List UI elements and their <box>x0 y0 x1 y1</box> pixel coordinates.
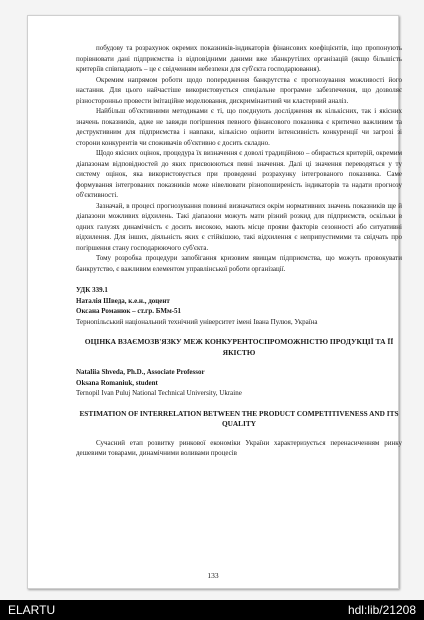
paragraph-3: Найбільш об'єктивними методиками є ті, що поєднують дослідження як кількісних, так і якісних значень показників, адже не завжди погіршення певного фінансового показника є критично важливим та деструктивним для підприємства і навпаки, кількісно оцінити інтенсивність конкуренції чи загрозі зі сторони конкурентів чи споживачів об'єктивно є досить складно. <box>76 107 402 147</box>
author-uk-1: Наталія Шведа, к.е.н., доцент <box>76 296 170 305</box>
paragraph-body: Сучасний етап розвитку ринкової економіки України характеризується перенасиченням ринку дешевими товарами, динамічними воливами процесів <box>76 438 402 457</box>
document-page <box>27 15 402 589</box>
author-en-1: Nataliia Shveda, Ph.D., Associate Professor <box>76 368 205 376</box>
page-number: 133 <box>207 571 219 580</box>
author-uk-2: Оксана Романюк – ст.гр. БМм-51 <box>76 307 182 315</box>
article-title-uk: ОЦІНКА ВЗАЄМОЗВ'ЯЗКУ МЕЖ КОНКУРЕНТОСПРОМОЖНІСТЮ ПРОДУКЦІЇ ТА ЇЇ ЯКІСТЮ <box>84 337 394 357</box>
section-gap <box>76 274 402 285</box>
paragraph-5: Зазначай, в процесі прогнозування повинні визначатися окрім нормативних значень показників ще й діапазони можливих відхилень. Такі діапазони можуть мати різний розкид для підприємств, оскільки в одних галузях динамічність є досить високою, мають місце прояви факторів сезонності або ситуативні відхилення. Для інших, діяльність яких є стійкішою, такі відхилення є неприпустимими та свідчать про погіршення стану господарюючого суб'єкта. <box>76 201 402 252</box>
affiliation-en: Ternopil Ivan Puluj National Technical University, Ukraine <box>76 389 242 397</box>
repository-name[interactable]: ELARTU <box>8 603 56 617</box>
paragraph-4: Щодо якісних оцінок, процедура їх визначення є доволі традиційною – обирається критерій, окремим діапазонам відповідностей до яких присвоюються певні значення. Далі ці значення переводяться у ту систему оцінок, яка використовується при проведенні розрахунку інтегрованого показника. Саме формування інтегрованих показників може нівелювати різнопоширеність індикаторів та надати прогнозу об'єктивності. <box>76 149 402 199</box>
author-en-2: Oksana Romaniuk, student <box>76 378 158 387</box>
paragraph-2: Окремим напрямом роботи щодо попередження банкрутства є прогнозування можливості його настання. Для цього найчастіше використовується спеціальне програмне забезпечення, що дозволяє різносторонньо провести імітаційне моделювання, дискримінантний чи кластерний аналіз. <box>76 75 402 105</box>
paragraph-1: побудову та розрахунок окремих показників-індикаторів фінансових коефіцієнтів, іщо пропонують порівнювати дані підприємства із відповідними даними вже збанкрутілих організацій (якщо більшість критеріїв співпадають – це є свідченням небезпеки для суб'єкта господарювання). <box>76 44 402 73</box>
affiliation-uk: Тернопільський національний технічний університет імені Івана Пулюя, Україна <box>76 317 318 326</box>
handle-id[interactable]: hdl:lib/21208 <box>347 603 416 617</box>
repository-footer <box>0 600 424 620</box>
paragraph-6: Тому розробка процедури запобігання кризовим явищам підприємства, що можуть провокувати банкрутство, є важливим елементом управлінської роботи організації. <box>76 254 402 273</box>
udk-code: УДК 339.1 <box>76 286 108 294</box>
article-title-en: ESTIMATION OF INTERRELATION BETWEEN THE PRODUCT COMPETITIVENESS AND ITS QUALITY <box>79 408 399 428</box>
page-content <box>76 43 402 459</box>
